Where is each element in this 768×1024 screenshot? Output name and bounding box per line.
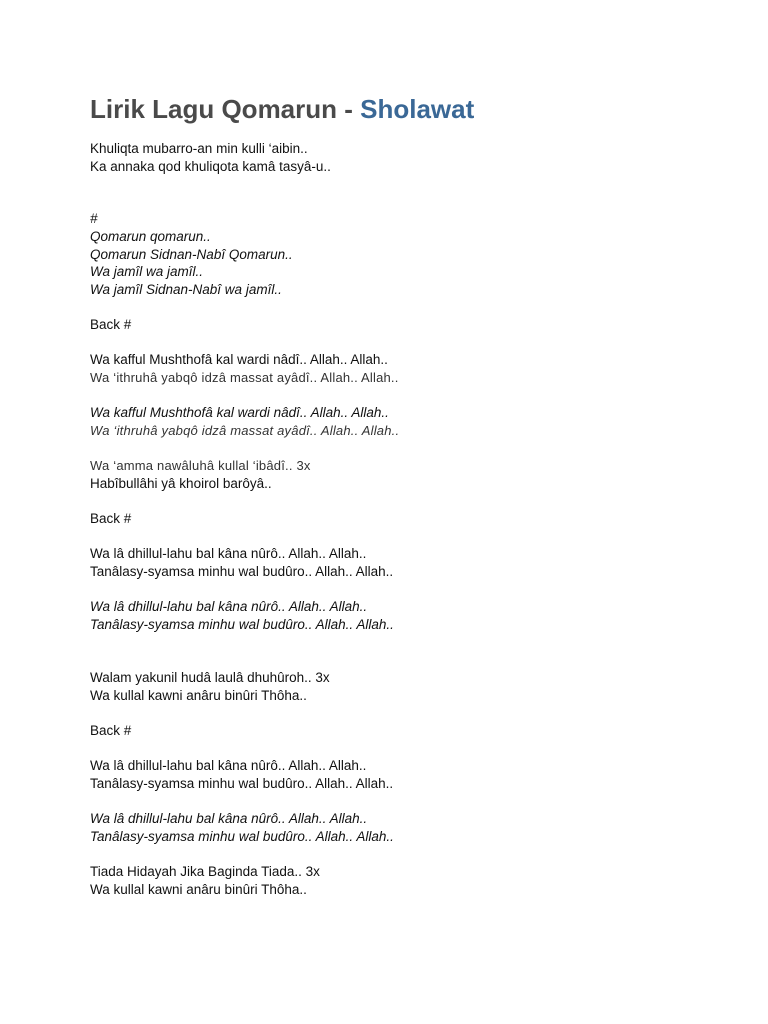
page-title bbox=[90, 93, 474, 125]
chorus-marker: # bbox=[90, 211, 98, 226]
lyric-line: Walam yakunil hudâ laulâ dhuhûroh.. 3x bbox=[90, 670, 330, 685]
lyric-line: Tanâlasy-syamsa minhu wal budûro.. Allah.. Allah.. bbox=[90, 617, 394, 632]
lyric-line: Wa ‘ithruhâ yabqô idzâ massat ayâdî.. Allah.. Allah.. bbox=[90, 370, 399, 385]
lyric-line: Wa ‘amma nawâluhâ kullal ‘ibâdî.. 3x bbox=[90, 458, 311, 473]
lyric-line: Tanâlasy-syamsa minhu wal budûro.. Allah.. Allah.. bbox=[90, 564, 394, 579]
lyric-line: Tiada Hidayah Jika Baginda Tiada.. 3x bbox=[90, 864, 320, 879]
lyric-line: Qomarun qomarun.. bbox=[90, 229, 211, 244]
lyric-line: Habîbullâhi yâ khoirol barôyâ.. bbox=[90, 476, 272, 491]
back-to-chorus-marker: Back # bbox=[90, 511, 132, 526]
lyric-line: Wa ‘ithruhâ yabqô idzâ massat ayâdî.. Allah.. Allah.. bbox=[90, 423, 400, 438]
back-to-chorus-marker: Back # bbox=[90, 723, 132, 738]
lyric-line: Tanâlasy-syamsa minhu wal budûro.. Allah.. Allah.. bbox=[90, 829, 394, 844]
lyric-line: Qomarun Sidnan-Nabî Qomarun.. bbox=[90, 247, 293, 262]
lyric-line: Wa lâ dhillul-lahu bal kâna nûrô.. Allah.. Allah.. bbox=[90, 811, 368, 826]
lyric-line: Tanâlasy-syamsa minhu wal budûro.. Allah.. Allah.. bbox=[90, 776, 394, 791]
back-to-chorus-marker: Back # bbox=[90, 317, 132, 332]
title-main: Lirik Lagu Qomarun - bbox=[90, 94, 361, 124]
lyric-line: Wa jamîl Sidnan-Nabî wa jamîl.. bbox=[90, 282, 282, 297]
lyric-line: Khuliqta mubarro-an min kulli ‘aibin.. bbox=[90, 141, 308, 156]
lyric-line: Wa jamîl wa jamîl.. bbox=[90, 264, 204, 279]
lyric-line: Wa kullal kawni anâru binûri Thôha.. bbox=[90, 688, 307, 703]
title-accent: Sholawat bbox=[360, 94, 475, 124]
lyric-line: Wa lâ dhillul-lahu bal kâna nûrô.. Allah.. Allah.. bbox=[90, 599, 368, 614]
lyric-line: Wa lâ dhillul-lahu bal kâna nûrô.. Allah.. Allah.. bbox=[90, 546, 367, 561]
lyric-line: Wa kafful Mushthofâ kal wardi nâdî.. Allah.. Allah.. bbox=[90, 352, 388, 367]
lyric-line: Wa lâ dhillul-lahu bal kâna nûrô.. Allah.. Allah.. bbox=[90, 758, 367, 773]
lyric-line: Ka annaka qod khuliqota kamâ tasyâ-u.. bbox=[90, 159, 331, 174]
lyric-line: Wa kafful Mushthofâ kal wardi nâdî.. Allah.. Allah.. bbox=[90, 405, 389, 420]
lyric-line: Wa kullal kawni anâru binûri Thôha.. bbox=[90, 882, 307, 897]
